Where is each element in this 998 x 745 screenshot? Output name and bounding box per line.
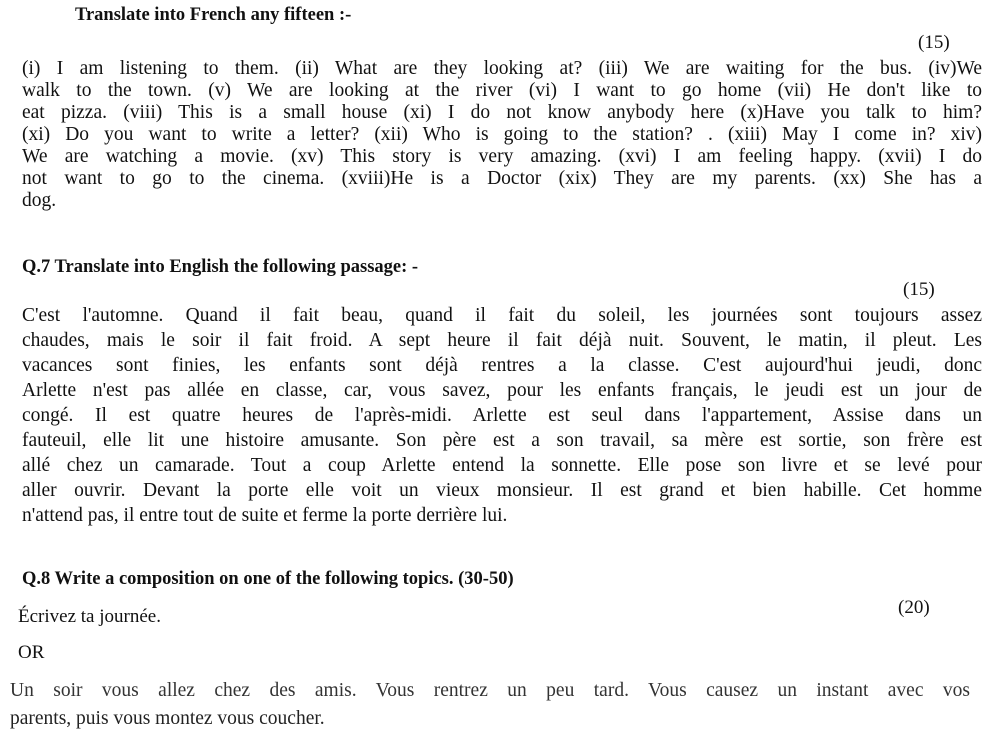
q8-or: OR bbox=[18, 642, 45, 663]
q7-line: vacances sont finies, les enfants sont déjà rentres a la classe. C'est aujourd'hui jeudi, donc bbox=[22, 355, 982, 376]
q8-topic-2-line: Un soir vous allez chez des amis. Vous rentrez un peu tard. Vous causez un instant avec vos bbox=[10, 680, 970, 701]
q8-heading: Q.8 Write a composition on one of the following topics. (30-50) bbox=[22, 569, 514, 589]
q8-marks: (20) bbox=[898, 597, 930, 618]
q7-line: fauteuil, elle lit une histoire amusante. Son père est a son travail, sa mère est sortie, son frère est bbox=[22, 430, 982, 451]
q6-heading: Translate into French any fifteen :- bbox=[75, 5, 352, 25]
q6-line: not want to go to the cinema. (xviii)He is a Doctor (xix) They are my parents. (xx) She has a bbox=[22, 168, 982, 189]
q6-line: We are watching a movie. (xv) This story is very amazing. (xvi) I am feeling happy. (xvii) I do bbox=[22, 146, 982, 167]
q7-marks: (15) bbox=[903, 279, 935, 300]
q7-line: chaudes, mais le soir il fait froid. A sept heure il fait déjà nuit. Souvent, le matin, il pleut. Les bbox=[22, 330, 982, 351]
q7-line: congé. Il est quatre heures de l'après-midi. Arlette est seul dans l'appartement, Assise dans un bbox=[22, 405, 982, 426]
q6-line: (xi) Do you want to write a letter? (xii) Who is going to the station? . (xiii) May I come in? xiv) bbox=[22, 124, 982, 145]
q7-heading: Q.7 Translate into English the following passage: - bbox=[22, 257, 419, 277]
q6-line: eat pizza. (viii) This is a small house (xi) I do not know anybody here (x)Have you talk to him? bbox=[22, 102, 982, 123]
q8-topic-1: Écrivez ta journée. bbox=[18, 606, 161, 627]
q7-line: allé chez un camarade. Tout a coup Arlette entend la sonnette. Elle pose son livre et se levé pour bbox=[22, 455, 982, 476]
q6-line: (i) I am listening to them. (ii) What are they looking at? (iii) We are waiting for the bus. (iv)We bbox=[22, 58, 982, 79]
q6-line: dog. bbox=[22, 190, 57, 211]
q6-marks: (15) bbox=[918, 32, 950, 53]
q7-line: aller ouvrir. Devant la porte elle voit un vieux monsieur. Il est grand et bien habille. Cet homme bbox=[22, 480, 982, 501]
q7-line: Arlette n'est pas allée en classe, car, vous savez, pour les enfants français, le jeudi est un jour de bbox=[22, 380, 982, 401]
q6-line: walk to the town. (v) We are looking at the river (vi) I want to go home (vii) He don't like to bbox=[22, 80, 982, 101]
q8-topic-2-line: parents, puis vous montez vous coucher. bbox=[10, 708, 325, 729]
q7-line: C'est l'automne. Quand il fait beau, quand il fait du soleil, les journées sont toujours assez bbox=[22, 305, 982, 326]
q7-line: n'attend pas, il entre tout de suite et ferme la porte derrière lui. bbox=[22, 505, 508, 526]
